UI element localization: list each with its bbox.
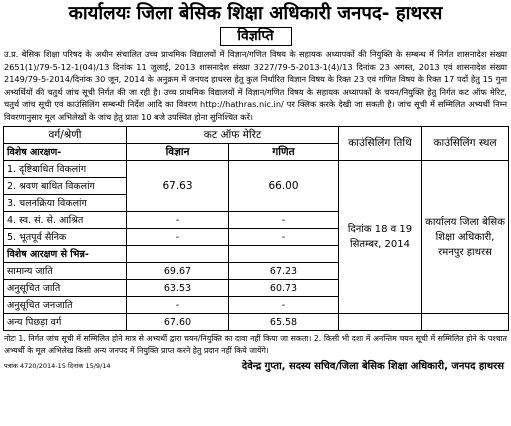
maths-value: 60.73 <box>229 280 339 297</box>
other-heading: विशेष आरक्षण से भिन्न- <box>4 246 127 263</box>
science-value: 67.60 <box>127 314 229 331</box>
table-row <box>4 314 509 331</box>
counselling-place: कार्यालय जिला बेसिक शिक्षा अधिकारी, रमनपुर हाथरस <box>422 161 509 314</box>
intro-paragraph: उ.प्र. बेसिक शिक्षा परिषद के अधीन संचालित उच्च प्राथमिक विद्यालयों में विज्ञान/गणित विषय के सहायक अध्यापकों की नियुक्ति के सम्बन्ध में निर्गत शासनादेश संख्या 2651(1)/79-5-12-1(04)/13 दिनांक 11 जुलाई, 2013 शासनादेश संख्या 3227/79-5-2013-1(4)/13 दिनांक 23 अगस्त, 2013 एवं शासनादेश संख्या 2149/79-5-2014/दिनांक 30 जून, 2014 के अनुक्रम में जनपद हाथरस हेतु कुल निर्धारित विज्ञान विषय के रिक्त 23 एवं गणित विषय के रिक्त 17 पदों हेतु 15 गुना अभ्यर्थियों की चतुर्थ जांच सूची निर्गत की जा रही है। उच्च प्राथमिक विद्यालयों में विज्ञान/गणित विषय के सहायक अध्यापकों के चयन/नियुक्ति हेतु निर्गत कट ऑफ मेरिट, चतुर्थ जांच सूची एवं काउंसिलिंग सम्बन्धी निर्देश आदि का विवरण http://hathras.nic.in/ पर क्लिक करके देखी जा सकती है। जांच सूची में सम्मिलित अभ्यर्थी निम्न विवरणानुसार मूल अभिलेखों के जांच हेतु प्रातः 10 बजे उपस्थित होना सुनिश्चित करें। <box>4 49 507 122</box>
subheader-science: विज्ञान <box>127 144 229 161</box>
science-value: 63.53 <box>127 280 229 297</box>
header-category: वर्ग/श्रेणी <box>4 127 127 144</box>
science-value: - <box>127 229 229 246</box>
science-value: 69.67 <box>127 263 229 280</box>
maths-value: - <box>229 297 339 314</box>
row-label: 1. दृष्टिबाधित विकलांग <box>4 161 127 178</box>
subheader-maths: गणित <box>229 144 339 161</box>
row-label: अनुसूचित जनजाति <box>4 297 127 314</box>
counselling-date: दिनांक 18 व 19 सितम्बर, 2014 <box>339 161 422 314</box>
science-value: 67.63 <box>127 161 229 212</box>
footer <box>3 358 508 374</box>
notice-heading: विज्ञप्ति <box>220 27 292 46</box>
note-paragraph: नोटः 1. निर्गत जांच सूची में सम्मिलित होने मात्र से अभ्यर्थी द्वारा चयन/नियुक्ति का दावा नहीं किया जा सकता। 2. किसी भी दशा में अनन्तिम चयन सूची में सम्मिलित होने के पश्चात अभ्यर्थी के मूल अभिलेख किसी अन्य जनपद में नियुक्ति प्राप्त करने हेतु प्रदान नहीं किये जायेंगे। <box>4 334 507 356</box>
row-label: सामान्य जाति <box>4 263 127 280</box>
maths-value: - <box>229 212 339 229</box>
office-title: कार्यालयः जिला बेसिक शिक्षा अधिकारी जनपद- हाथरस <box>68 3 443 24</box>
reference-number: पत्रांक 4720/2014-15 दिनांक 15/9/14 <box>4 362 111 371</box>
row-label: 5. भूतपूर्व सैनिक <box>4 229 127 246</box>
table-header-row <box>4 127 509 144</box>
cutoff-table <box>3 126 509 331</box>
row-label: 2. श्रवण बाधित विकलांग <box>4 178 127 195</box>
signature-line: देवेन्द्र गुप्ता, सदस्य सचिव/जिला बेसिक शिक्षा अधिकारी, जनपद हाथरस <box>241 361 504 373</box>
header-counselling-date: काउंसिलिंग तिथि <box>339 127 422 161</box>
maths-value: 65.58 <box>229 314 339 331</box>
row-label: 4. स्व. सं. से. आश्रित <box>4 212 127 229</box>
maths-value: - <box>229 229 339 246</box>
header-cutoff: कट ऑफ मेरिट <box>127 127 339 144</box>
science-value: - <box>127 297 229 314</box>
header-counselling-place: काउंसिलिंग स्थल <box>422 127 509 161</box>
row-label: 3. चलनक्रिया विकलांग <box>4 195 127 212</box>
row-label: अन्य पिछड़ा वर्ग <box>4 314 127 331</box>
table-row <box>4 161 509 178</box>
special-heading: विशेष आरक्षण- <box>4 144 127 161</box>
science-value: - <box>127 212 229 229</box>
maths-value: 67.23 <box>229 263 339 280</box>
row-label: अनुसूचित जाति <box>4 280 127 297</box>
maths-value: 66.00 <box>229 161 339 212</box>
